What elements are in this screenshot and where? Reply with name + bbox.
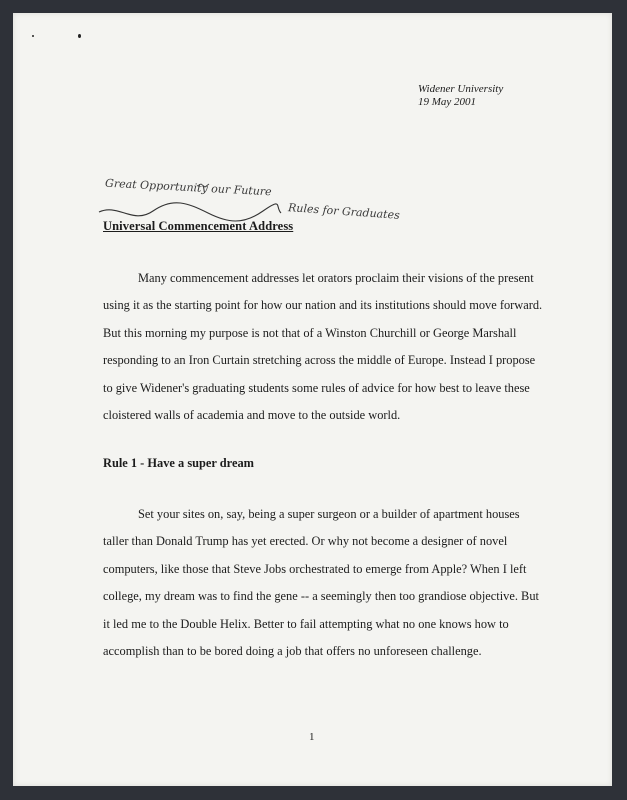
- intro-paragraph: [103, 265, 543, 429]
- paragraph-line: computers, like those that Steve Jobs orchestrated to emerge from Apple? When I left: [103, 561, 527, 576]
- paragraph-line: to give Widener's graduating students some rules of advice for how best to leave these: [103, 380, 530, 395]
- paragraph-line: Many commencement addresses let orators proclaim their visions of the present: [138, 271, 534, 285]
- document-title: Universal Commencement Address: [103, 219, 294, 233]
- address-date: 19 May 2001: [418, 96, 477, 108]
- paragraph-line: cloistered walls of academia and move to the outside world.: [103, 408, 401, 423]
- rule-1-paragraph: [103, 501, 543, 665]
- paragraph-line: college, my dream was to find the gene -- a seemingly then too grandiose objective. But: [103, 589, 539, 604]
- page-number: 1: [309, 731, 315, 743]
- paragraph-line: taller than Donald Trump has yet erected. Or why not become a designer of novel: [103, 534, 508, 549]
- paragraph-line: accomplish than to be bored doing a job that offers no unforeseen challenge.: [103, 644, 482, 659]
- handwritten-annotations: [13, 13, 612, 273]
- paragraph-line: using it as the starting point for how our nation and its institutions should move forward.: [103, 298, 543, 313]
- paragraph-line: responding to an Iron Curtain stretching across the middle of Europe. Instead I propose: [103, 353, 536, 368]
- document-page: [13, 13, 612, 786]
- paragraph-line: But this morning my purpose is not that of a Winston Churchill or George Marshall: [103, 325, 517, 340]
- handwritten-note-top: Great Opportunity our Future: [104, 176, 272, 199]
- institution-name: Widener University: [418, 83, 504, 95]
- rule-1-heading: Rule 1 - Have a super dream: [103, 456, 254, 470]
- handwritten-note-right: Rules for Graduates: [287, 201, 401, 222]
- paragraph-line: Set your sites on, say, being a super surgeon or a builder of apartment houses: [138, 507, 520, 521]
- paragraph-line: it led me to the Double Helix. Better to fail attempting what no one knows how to: [103, 616, 509, 631]
